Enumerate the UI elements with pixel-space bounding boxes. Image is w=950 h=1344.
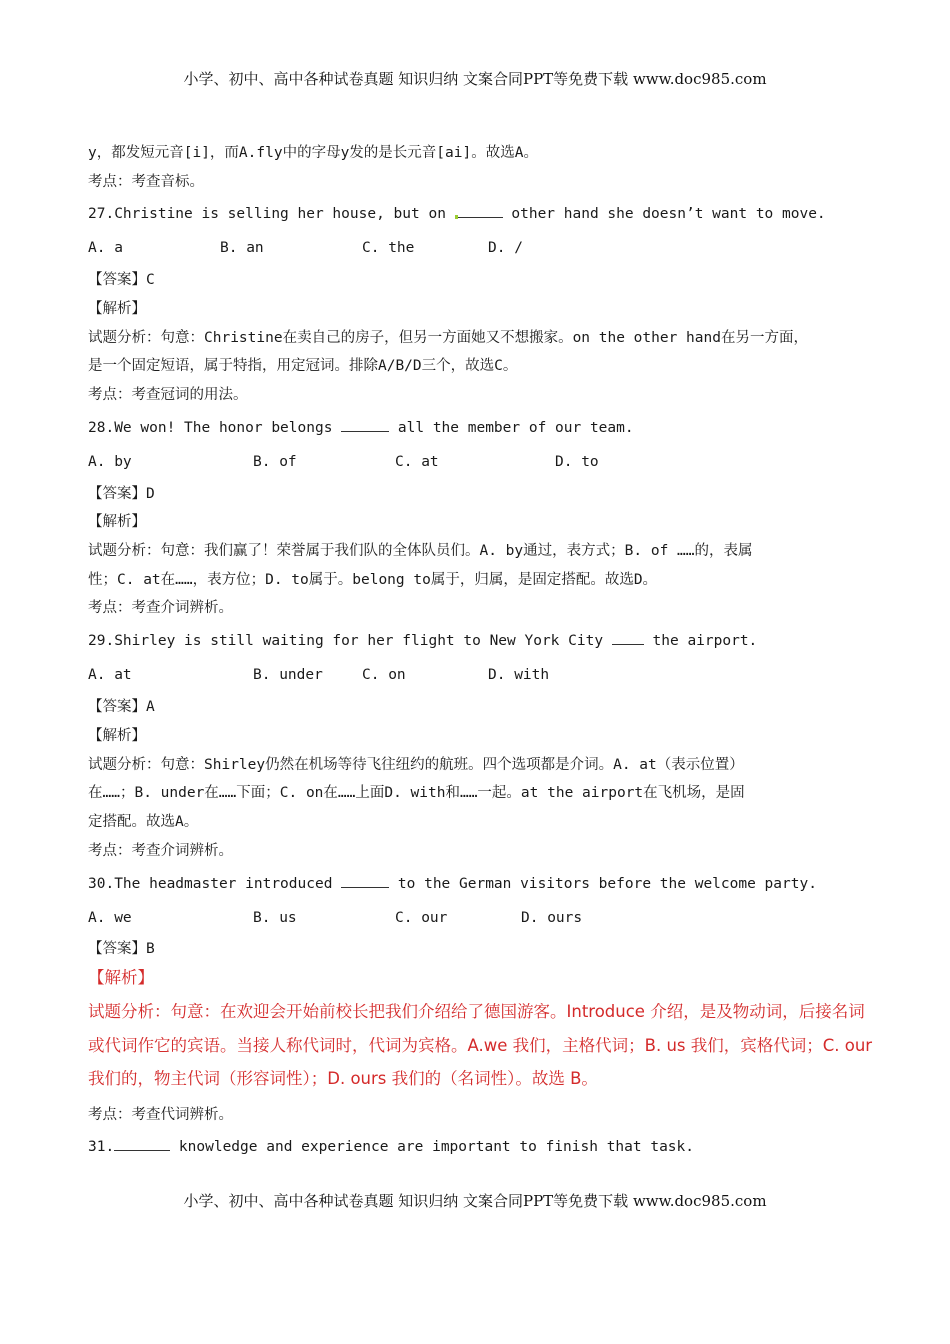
q28-explanation-2: 性；C. at在……，表方位；D. to属于。belong to属于，归属，是固定搭配。故选D。: [88, 572, 658, 588]
question-28: [88, 417, 634, 438]
q29-answer: 【答案】A: [88, 699, 155, 715]
q27-exam-point: 考点：考查冠词的用法。: [88, 387, 248, 403]
q30-stem-post: to the German visitors before the welcome party.: [389, 876, 817, 892]
q28-stem-post: all the member of our team.: [389, 420, 634, 436]
q31-stem-post: knowledge and experience are important to finish that task.: [170, 1139, 694, 1155]
q30-stem-pre: 30.The headmaster introduced: [88, 876, 342, 892]
q27-blank: [455, 203, 503, 218]
q31-stem-pre: 31.: [88, 1139, 115, 1155]
q29-blank: [612, 630, 644, 645]
prev-exam-point: 考点：考查音标。: [88, 174, 204, 190]
q30-explanation-1: 试题分析：句意：在欢迎会开始前校长把我们介绍给了德国游客。Introduce 介绍，是及物动词，后接名词: [88, 1002, 865, 1021]
q30-option-a: A. we: [88, 910, 132, 926]
q27-option-d: D. /: [488, 240, 523, 256]
q30-answer: 【答案】B: [88, 941, 155, 957]
q27-mark: [455, 215, 458, 219]
question-29: [88, 630, 757, 651]
q28-answer: 【答案】D: [88, 486, 155, 502]
q29-stem-pre: 29.Shirley is still waiting for her flight to New York City: [88, 633, 612, 649]
q29-analysis-label: 【解析】: [88, 728, 146, 744]
question-31: [88, 1136, 694, 1157]
q30-explanation-2: 或代词作它的宾语。当接人称代词时，代词为宾格。A.we 我们，主格代词；B. us 我们，宾格代词；C. our: [88, 1036, 873, 1055]
q30-exam-point: 考点：考查代词辨析。: [88, 1107, 233, 1123]
q28-option-d: D. to: [555, 454, 599, 470]
q30-analysis-label: 【解析】: [88, 968, 154, 987]
q31-blank: [114, 1136, 170, 1151]
q29-option-b: B. under: [253, 667, 323, 683]
q29-option-a: A. at: [88, 667, 132, 683]
q28-explanation-1: 试题分析：句意：我们赢了！荣誉属于我们队的全体队员们。A. by通过，表方式；B. of ……的，表属: [88, 543, 753, 559]
q28-option-b: B. of: [253, 454, 297, 470]
q30-blank: [341, 873, 389, 888]
q30-explanation-3: 我们的，物主代词（形容词性）；D. ours 我们的（名词性）。故选 B。: [88, 1069, 598, 1088]
q28-analysis-label: 【解析】: [88, 514, 146, 530]
q30-option-c: C. our: [395, 910, 448, 926]
q27-answer: 【答案】C: [88, 272, 155, 288]
q28-option-a: A. by: [88, 454, 132, 470]
q27-option-b: B. an: [220, 240, 264, 256]
q29-option-d: D. with: [488, 667, 550, 683]
page-footer: 小学、初中、高中各种试卷真题 知识归纳 文案合同PPT等免费下载 www.doc985.com: [183, 1192, 767, 1210]
q27-explanation-2: 是一个固定短语，属于特指，用定冠词。排除A/B/D三个，故选C。: [88, 358, 518, 374]
page-header: 小学、初中、高中各种试卷真题 知识归纳 文案合同PPT等免费下载 www.doc985.com: [183, 70, 767, 88]
q30-option-d: D. ours: [521, 910, 583, 926]
q28-blank: [341, 417, 389, 432]
q29-explanation-3: 定搭配。故选A。: [88, 814, 199, 830]
q29-explanation-2: 在……；B. under在……下面；C. on在……上面D. with和……一起。at the airport在飞机场，是固: [88, 785, 745, 801]
q27-option-a: A. a: [88, 240, 123, 256]
question-27: [88, 203, 826, 224]
q28-exam-point: 考点：考查介词辨析。: [88, 600, 233, 616]
q28-stem-pre: 28.We won! The honor belongs: [88, 420, 342, 436]
q29-exam-point: 考点：考查介词辨析。: [88, 843, 233, 859]
question-30: [88, 873, 817, 894]
prev-explanation-tail: y，都发短元音[i]，而A.fly中的字母y发的是长元音[ai]。故选A。: [88, 145, 538, 161]
q27-stem-pre: 27.Christine is selling her house, but on: [88, 206, 455, 222]
q29-stem-post: the airport.: [643, 633, 758, 649]
q27-analysis-label: 【解析】: [88, 301, 146, 317]
q29-option-c: C. on: [362, 667, 406, 683]
q27-explanation-1: 试题分析：句意：Christine在卖自己的房子，但另一方面她又不想搬家。on the other hand在另一方面，: [88, 330, 808, 346]
q28-option-c: C. at: [395, 454, 439, 470]
q29-explanation-1: 试题分析：句意：Shirley仍然在机场等待飞往纽约的航班。四个选项都是介词。A. at（表示位置）: [88, 757, 744, 773]
q30-option-b: B. us: [253, 910, 297, 926]
q27-option-c: C. the: [362, 240, 415, 256]
q27-stem-post: other hand she doesn’t want to move.: [502, 206, 826, 222]
